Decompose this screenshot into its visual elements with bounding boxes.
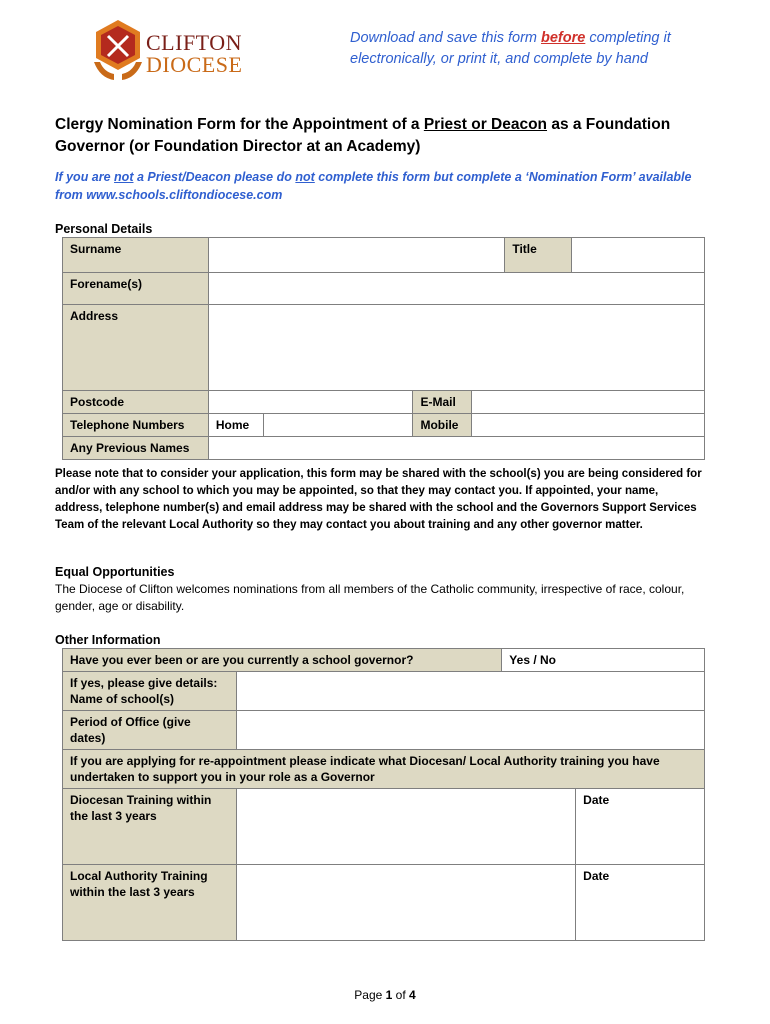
- diocesan-date-field[interactable]: Date: [576, 789, 705, 865]
- email-label: E-Mail: [413, 391, 472, 414]
- form-title: Clergy Nomination Form for the Appointment of a Priest or Deacon as a Foundation Governor (or Foundation Director at an Academy): [55, 116, 671, 155]
- surname-field[interactable]: [208, 238, 505, 273]
- home-label: Home: [208, 414, 263, 437]
- personal-details-heading: Personal Details: [55, 222, 153, 236]
- logo-text-diocese: DIOCESE: [146, 52, 243, 77]
- email-field[interactable]: [472, 391, 705, 414]
- download-instruction: Download and save this form before completing it electronically, or print it, and complete by hand: [350, 30, 671, 67]
- diocesan-training-field[interactable]: [236, 789, 575, 865]
- postcode-field[interactable]: [208, 391, 413, 414]
- eligibility-note: If you are not a Priest/Deacon please do not complete this form but complete a ‘Nomination Form’ available from www.schools.cliftondiocese.com: [55, 170, 692, 202]
- page-number: Page 1 of 4: [354, 988, 416, 1002]
- forenames-label: Forename(s): [63, 273, 209, 305]
- mobile-label: Mobile: [413, 414, 472, 437]
- other-information-heading: Other Information: [55, 633, 161, 647]
- forenames-field[interactable]: [208, 273, 704, 305]
- la-date-field[interactable]: Date: [576, 865, 705, 941]
- mobile-field[interactable]: [472, 414, 705, 437]
- la-training-label: Local Authority Training within the last 3 years: [63, 865, 237, 941]
- home-phone-field[interactable]: [263, 414, 413, 437]
- school-names-label: If yes, please give details: Name of school(s): [63, 672, 237, 711]
- address-field[interactable]: [208, 305, 704, 391]
- other-information-table: [62, 648, 705, 941]
- school-names-field[interactable]: [236, 672, 704, 711]
- la-training-field[interactable]: [236, 865, 575, 941]
- title-field[interactable]: [572, 238, 705, 273]
- period-of-office-field[interactable]: [236, 711, 704, 750]
- equal-opportunities-heading: Equal Opportunities: [55, 565, 175, 579]
- equal-opportunities-text: The Diocese of Clifton welcomes nominations from all members of the Catholic community, irrespective of race, colour, gender, age or disability.: [55, 582, 685, 613]
- previous-names-field[interactable]: [208, 437, 704, 460]
- diocese-crest-icon: [90, 18, 146, 84]
- clifton-diocese-logo: [90, 18, 258, 84]
- personal-details-table: [62, 237, 705, 460]
- period-of-office-label: Period of Office (give dates): [63, 711, 237, 750]
- reappointment-note: If you are applying for re-appointment please indicate what Diocesan/ Local Authority training you have undertaken to support you in your role as a Governor: [63, 750, 705, 789]
- postcode-label: Postcode: [63, 391, 209, 414]
- governor-question: Have you ever been or are you currently a school governor?: [63, 649, 502, 672]
- previous-names-label: Any Previous Names: [63, 437, 209, 460]
- privacy-note: Please note that to consider your application, this form may be shared with the school(s) you are being considered for and/or with any school to which you may be appointed, so that they may contact you. If appointed, your name, address, telephone number(s) and email address may be shared with the school and the Governors Support Services Team of the relevant Local Authority so they may contact you about training and any other governor matter.: [55, 468, 702, 531]
- surname-label: Surname: [63, 238, 209, 273]
- logo-text-clifton: CLIFTON: [146, 30, 242, 55]
- title-label: Title: [505, 238, 572, 273]
- yes-no-answer[interactable]: Yes / No: [502, 649, 705, 672]
- diocesan-training-label: Diocesan Training within the last 3 years: [63, 789, 237, 865]
- telephone-label: Telephone Numbers: [63, 414, 209, 437]
- address-label: Address: [63, 305, 209, 391]
